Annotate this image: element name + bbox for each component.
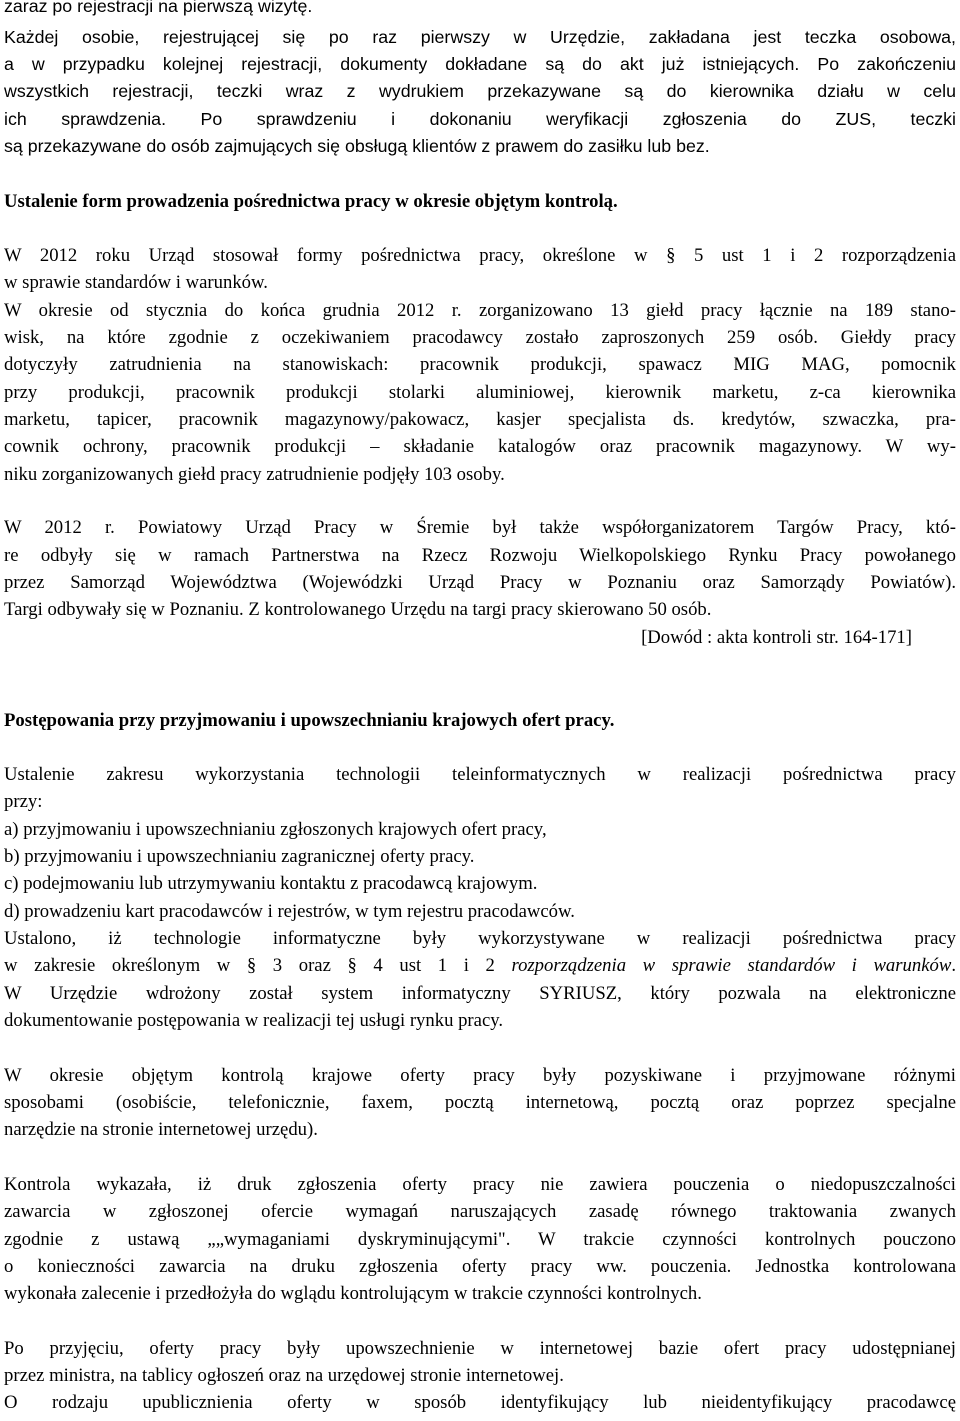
- text-line: Ustalenie zakresu wykorzystania technologii teleinformatycznych w realizacji pośrednictwa pracy: [4, 764, 956, 785]
- text-line: ich sprawdzenia. Po sprawdzeniu i dokonaniu weryfikacji zgłoszenia do ZUS, teczki: [4, 109, 956, 129]
- text-line: Targi odbywały się w Poznaniu. Z kontrolowanego Urzędu na targi pracy skierowano 50 osób.: [4, 599, 712, 620]
- section-heading: Ustalenie form prowadzenia pośrednictwa pracy w okresie objętym kontrolą.: [4, 191, 618, 212]
- text-line: O rodzaju upublicznienia oferty w sposób identyfikujący lub nieidentyfikujący pracodawcę: [4, 1392, 956, 1413]
- text-line: W Urzędzie wdrożony został system informatyczny SYRIUSZ, który pozwala na elektroniczne: [4, 983, 956, 1004]
- text-line: przy:: [4, 791, 43, 812]
- text-line: wisk, na które zgodnie z oczekiwaniem pracodawcy zostało zaproszonych 259 osób. Giełdy pracy: [4, 327, 956, 348]
- text-line: re odbyły się w ramach Partnerstwa na Rzecz Rozwoju Wielkopolskiego Rynku Pracy powołanego: [4, 545, 956, 566]
- text-line: narzędzie na stronie internetowej urzędu).: [4, 1119, 318, 1140]
- list-item: a) przyjmowaniu i upowszechnianiu zgłoszonych krajowych ofert pracy,: [4, 819, 547, 840]
- list-item: c) podejmowaniu lub utrzymywaniu kontaktu z pracodawcą krajowym.: [4, 873, 538, 894]
- list-item: b) przyjmowaniu i upowszechnianiu zagranicznej oferty pracy.: [4, 846, 475, 867]
- text-line: niku zorganizowanych giełd pracy zatrudnienie podjęły 103 osoby.: [4, 464, 505, 485]
- text-line: Ustalono, iż technologie informatyczne były wykorzystywane w realizacji pośrednictwa pracy: [4, 928, 956, 949]
- text-line: W 2012 roku Urząd stosował formy pośrednictwa pracy, określone w § 5 ust 1 i 2 rozporządzenia: [4, 245, 956, 266]
- text-line: o konieczności zawarcia na druku zgłoszenia oferty pracy ww. pouczenia. Jednostka kontrolowana: [4, 1256, 956, 1277]
- text-line: marketu, tapicer, pracownik magazynowy/pakowacz, kasjer specjalista ds. kredytów, szwaczka, pra-: [4, 409, 956, 430]
- text-line: przy produkcji, pracownik produkcji stolarki aluminiowej, kierownik marketu, z-ca kierownika: [4, 382, 956, 403]
- text-line: są przekazywane do osób zajmujących się obsługą klientów z prawem do zasiłku lub bez.: [4, 136, 710, 156]
- text-line: wszystkich rejestracji, teczki wraz z wydrukiem przekazywane są do kierownika działu w celu: [4, 81, 956, 101]
- text-line: W okresie od stycznia do końca grudnia 2012 r. zorganizowano 13 giełd pracy łącznie na 189 stano-: [4, 300, 956, 321]
- text-line: zaraz po rejestracji na pierwszą wizytę.: [4, 0, 313, 16]
- text-line: zawarcia w zgłoszonej ofercie wymagań naruszających zasadę równego traktowania zwanych: [4, 1201, 956, 1222]
- text-line: cownik ochrony, pracownik produkcji – składanie katalogów oraz pracownik magazynowy. W wy-: [4, 436, 956, 457]
- text-line: zgodnie z ustawą „„wymaganiami dyskryminującymi". W trakcie czynności kontrolnych pouczono: [4, 1229, 956, 1250]
- text-line: Każdej osobie, rejestrującej się po raz pierwszy w Urzędzie, zakładana jest teczka osobowa,: [4, 27, 956, 47]
- text-line: wykonała zalecenie i przedłożyła do wglądu kontrolującym w trakcie czynności kontrolnych.: [4, 1283, 702, 1304]
- text-span: .: [951, 955, 957, 976]
- evidence-reference: [Dowód : akta kontroli str. 164-171]: [641, 627, 912, 648]
- text-line: Po przyjęciu, oferty pracy były upowszechnienie w internetowej bazie ofert pracy udostępnianej: [4, 1338, 956, 1359]
- text-line: dokumentowanie postępowania w realizacji tej usługi rynku pracy.: [4, 1010, 504, 1031]
- text-line: Kontrola wykazała, iż druk zgłoszenia oferty pracy nie zawiera pouczenia o niedopuszczalności: [4, 1174, 956, 1195]
- list-item: d) prowadzeniu kart pracodawców i rejestrów, w tym rejestru pracodawców.: [4, 901, 575, 922]
- text-line: sposobami (osobiście, telefonicznie, faxem, pocztą internetową, pocztą oraz poprzez specjalne: [4, 1092, 956, 1113]
- text-span: w zakresie określonym w § 3 oraz § 4 ust 1 i 2: [4, 955, 512, 976]
- text-line: przez Samorząd Województwa (Wojewódzki Urząd Pracy w Poznaniu oraz Samorządy Powiatów).: [4, 572, 956, 593]
- section-heading: Postępowania przy przyjmowaniu i upowszechnianiu krajowych ofert pracy.: [4, 710, 615, 731]
- text-line: a w przypadku kolejnej rejestracji, dokumenty dokładane są do akt już istniejących. Po zakończeniu: [4, 54, 956, 74]
- text-line: W okresie objętym kontrolą krajowe oferty pracy były pozyskiwane i przyjmowane różnymi: [4, 1065, 956, 1086]
- text-line: w sprawie standardów i warunków.: [4, 272, 268, 293]
- regulation-title: rozporządzenia w sprawie standardów i warunków: [511, 955, 952, 976]
- text-line: [4, 952, 956, 979]
- text-line: przez ministra, na tablicy ogłoszeń oraz na urzędowej stronie internetowej.: [4, 1365, 564, 1386]
- text-line: W 2012 r. Powiatowy Urząd Pracy w Śremie był także współorganizatorem Targów Pracy, któ-: [4, 517, 956, 538]
- text-line: dotyczyły zatrudnienia na stanowiskach: pracownik produkcji, spawacz MIG MAG, pomocnik: [4, 354, 956, 375]
